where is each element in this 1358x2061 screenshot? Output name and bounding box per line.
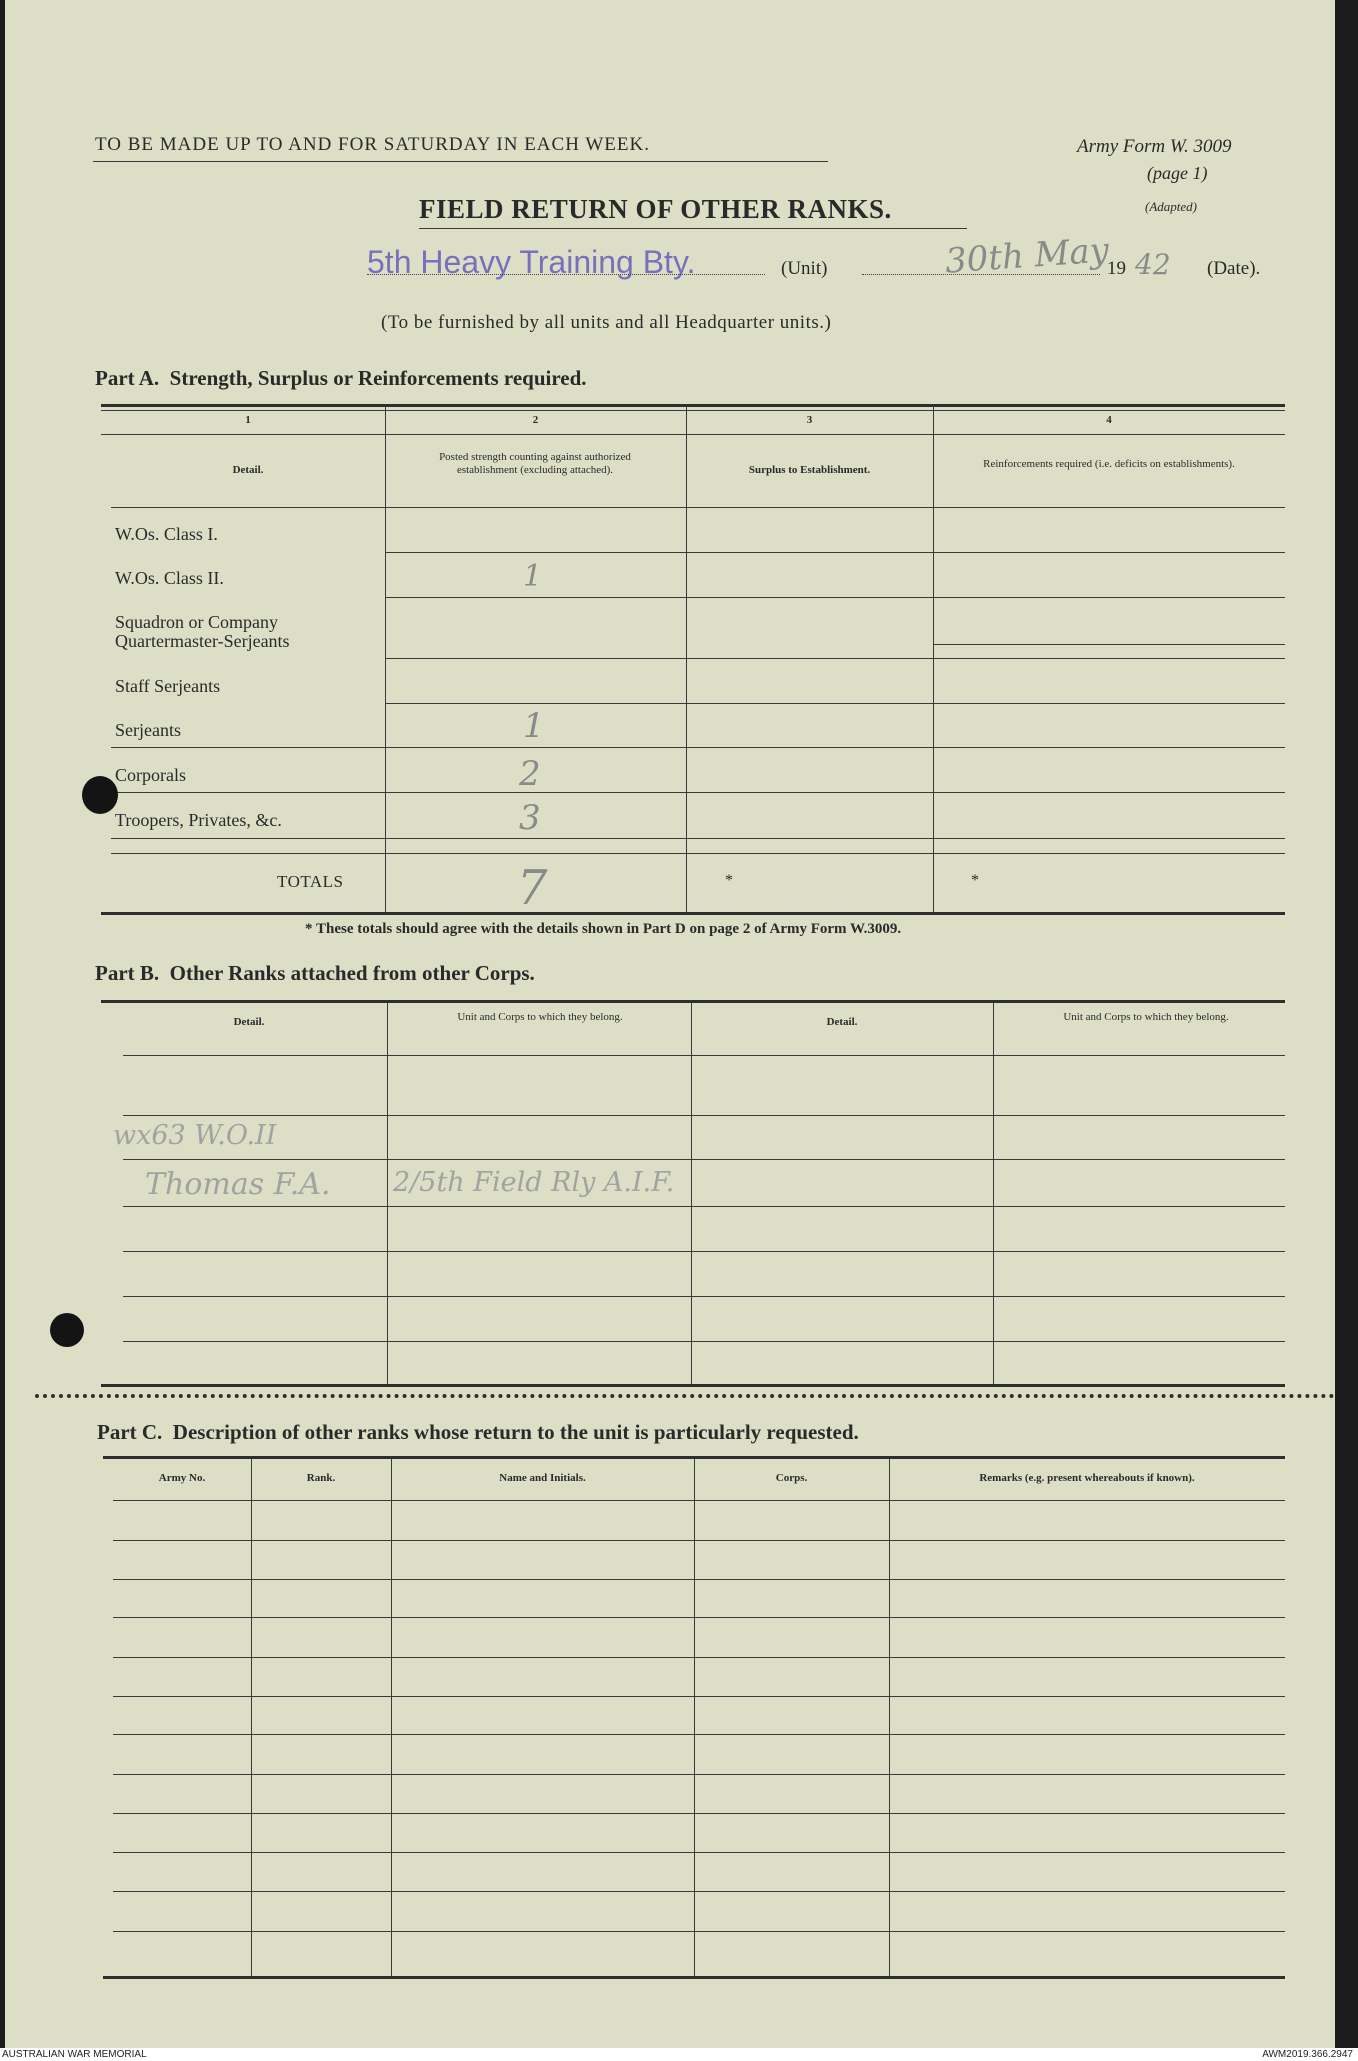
posted-wo-class-2: 1 xyxy=(523,559,543,594)
instruction-text: TO BE MADE UP TO AND FOR SATURDAY IN EACH WEEK. xyxy=(95,134,650,155)
adapted-label: (Adapted) xyxy=(1145,199,1197,214)
part-b-entry-detail-line1: wx63 W.O.II xyxy=(113,1120,277,1151)
row-cqms: Squadron or Company Quartermaster-Serjeants xyxy=(115,612,290,651)
part-b-header-unit-2: Unit and Corps to which they belong. xyxy=(1063,1011,1229,1023)
archive-footer xyxy=(0,2048,1358,2061)
posted-corporals: 2 xyxy=(519,754,541,794)
row-corporals: Corporals xyxy=(115,765,186,785)
punch-hole-upper xyxy=(82,776,118,814)
form-sheet xyxy=(5,0,1335,2048)
unit-dotted-line xyxy=(367,274,765,275)
part-a-col-num-3: 3 xyxy=(806,414,813,426)
totals-label: TOTALS xyxy=(277,872,344,891)
unit-label: (Unit) xyxy=(781,258,828,279)
part-b-bottom-border xyxy=(101,1384,1285,1387)
part-a-bottom-border xyxy=(101,912,1285,915)
totals-reinforcements-asterisk: * xyxy=(971,872,979,889)
perforation-line xyxy=(35,1394,1335,1398)
part-a-header-detail: Detail. xyxy=(232,464,264,476)
part-b-title: Part B. Other Ranks attached from other Corps. xyxy=(95,961,535,985)
posted-serjeants: 1 xyxy=(523,706,545,746)
title-underline xyxy=(419,228,967,229)
totals-posted: 7 xyxy=(517,860,548,916)
part-a-footnote: * These totals should agree with the details shown in Part D on page 2 of Army Form W.3009. xyxy=(305,921,902,937)
part-a-top-border xyxy=(101,404,1285,407)
part-a-col-num-4: 4 xyxy=(1106,414,1112,426)
year-suffix: 42 xyxy=(1135,248,1171,281)
date-value: 30th May xyxy=(943,230,1111,282)
part-b-header-detail-1: Detail. xyxy=(233,1016,265,1028)
row-staff-serjeants: Staff Serjeants xyxy=(115,676,221,696)
row-wo-class-1: W.Os. Class I. xyxy=(115,524,218,544)
part-c-header-army-no: Army No. xyxy=(158,1472,206,1484)
footer-institution: AUSTRALIAN WAR MEMORIAL xyxy=(2,2049,147,2060)
part-b-entry-unit: 2/5th Field Rly A.I.F. xyxy=(393,1167,675,1198)
part-c-header-corps: Corps. xyxy=(775,1472,808,1484)
form-title: FIELD RETURN OF OTHER RANKS. xyxy=(419,194,892,224)
part-c-header-name: Name and Initials. xyxy=(499,1472,586,1484)
part-a-header-reinforcements: Reinforcements required (i.e. deficits on establishments). xyxy=(983,458,1235,470)
part-a-col-num-1: 1 xyxy=(245,414,251,426)
part-b-header-unit-1: Unit and Corps to which they belong. xyxy=(457,1011,623,1023)
posted-troopers: 3 xyxy=(519,798,541,838)
date-label: (Date). xyxy=(1207,258,1261,279)
part-c-bottom-border xyxy=(103,1976,1285,1979)
row-troopers: Troopers, Privates, &c. xyxy=(115,810,282,830)
row-serjeants: Serjeants xyxy=(115,720,181,740)
subtitle: (To be furnished by all units and all Headquarter units.) xyxy=(381,312,832,333)
part-a-title: Part A. Strength, Surplus or Reinforcements required. xyxy=(95,366,587,390)
part-b-entry-detail-line2: Thomas F.A. xyxy=(145,1167,331,1202)
part-c-header-rank: Rank. xyxy=(306,1472,336,1484)
form-number: Army Form W. 3009 xyxy=(1077,136,1232,157)
year-prefix: 19 xyxy=(1107,258,1126,279)
punch-hole-lower xyxy=(50,1313,84,1347)
part-c-header-remarks: Remarks (e.g. present whereabouts if known). xyxy=(979,1472,1195,1484)
page-label: (page 1) xyxy=(1147,163,1208,183)
part-c-title: Part C. Description of other ranks whose return to the unit is particularly requested. xyxy=(97,1420,859,1444)
unit-value: 5th Heavy Training Bty. xyxy=(367,244,696,280)
part-a-col-num-2: 2 xyxy=(532,414,539,426)
part-b-header-detail-2: Detail. xyxy=(826,1016,858,1028)
footer-accession-number: AWM2019.366.2947 xyxy=(1262,2049,1353,2060)
part-a-header-surplus: Surplus to Establishment. xyxy=(748,464,871,476)
row-wo-class-2: W.Os. Class II. xyxy=(115,568,224,588)
part-b-top-border xyxy=(101,1000,1285,1003)
totals-surplus-asterisk: * xyxy=(725,872,733,889)
instruction-underline xyxy=(93,161,828,162)
part-a-header-posted: Posted strength counting against authorized establishment (excluding attached). xyxy=(439,451,631,476)
